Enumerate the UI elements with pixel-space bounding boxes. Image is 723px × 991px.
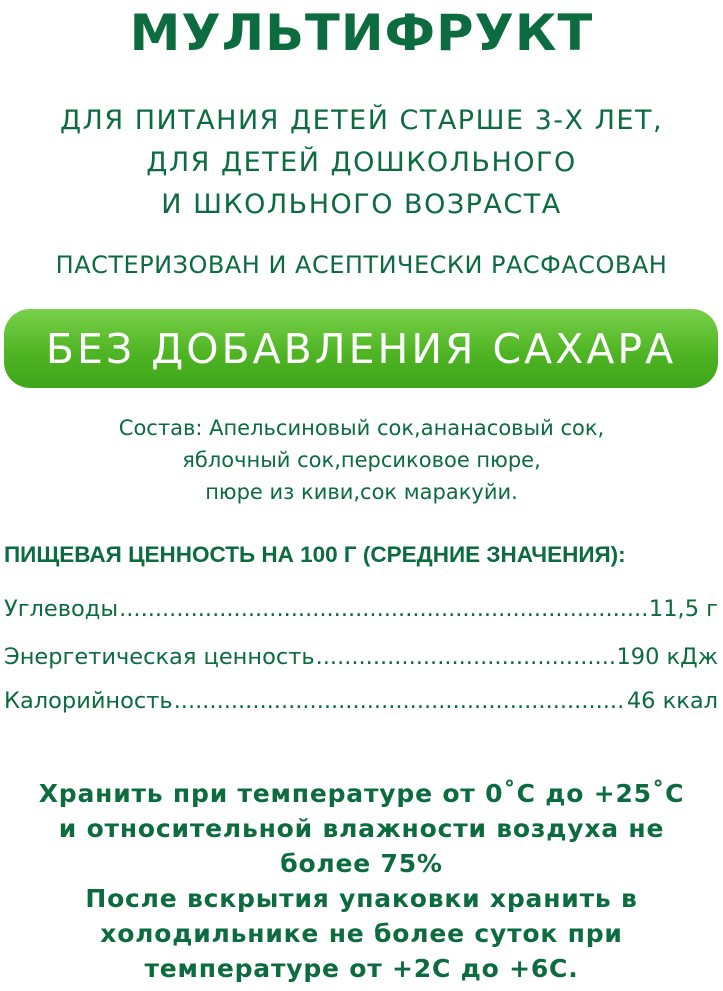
composition-line: Состав: Апельсиновый сок,ананасовый сок, [118, 416, 605, 440]
composition-line: пюре из киви,сок маракуйи. [205, 480, 518, 504]
no-sugar-banner [4, 309, 718, 388]
pasteurized-note: ПАСТЕРИЗОВАН И АСЕПТИЧЕСКИ РАСФАСОВАН [55, 251, 668, 279]
composition-line: яблочный сок,персиковое пюре, [182, 448, 541, 472]
nutrition-label: Углеводы [4, 596, 119, 622]
nutrition-value: 190 кДж [616, 644, 718, 670]
nutrition-row-energy [4, 640, 718, 674]
no-sugar-banner-label: БЕЗ ДОБАВЛЕНИЯ САХАРА [45, 324, 677, 373]
dot-leader [316, 640, 616, 674]
nutrition-row-carbs [4, 592, 718, 626]
nutrition-label: Энергетическая ценность [4, 644, 315, 670]
dot-leader [119, 592, 648, 626]
storage-line: После вскрытия упаковки хранить в [85, 884, 638, 913]
nutrition-heading: ПИЩЕВАЯ ЦЕННОСТЬ НА 100 Г (СРЕДНИЕ ЗНАЧЕНИЯ): [4, 542, 626, 567]
dot-leader [174, 684, 626, 718]
storage-line: холодильнике не более суток при [100, 919, 623, 948]
nutrition-row-calories [4, 684, 718, 718]
nutrition-value: 46 ккал [626, 688, 718, 714]
product-title: МУЛЬТИФРУКТ [129, 4, 594, 62]
storage-line: более 75% [280, 849, 443, 878]
storage-line: и относительной влажности воздуха не [58, 814, 665, 843]
age-description-line: ДЛЯ ДЕТЕЙ ДОШКОЛЬНОГО [146, 147, 577, 178]
nutrition-value: 11,5 г [648, 596, 718, 622]
storage-line: температуре от +2С до +6С. [144, 954, 579, 983]
storage-conditions [0, 776, 723, 986]
age-description-line: И ШКОЛЬНОГО ВОЗРАСТА [161, 189, 562, 220]
composition [0, 412, 723, 508]
storage-line: Хранить при температуре от 0˚С до +25˚С [38, 779, 685, 808]
age-description-line: ДЛЯ ПИТАНИЯ ДЕТЕЙ СТАРШЕ 3-Х ЛЕТ, [59, 105, 664, 136]
age-description [0, 100, 723, 226]
nutrition-label: Калорийность [4, 688, 173, 714]
